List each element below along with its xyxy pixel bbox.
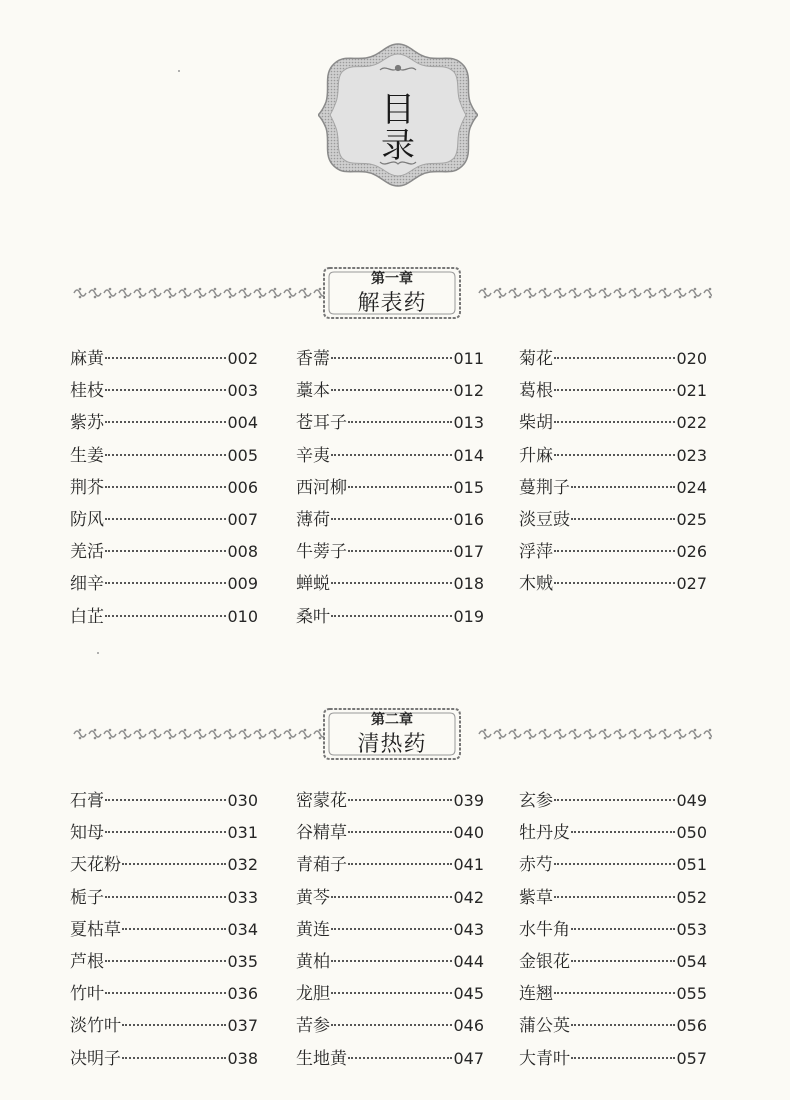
dot-leader — [331, 388, 452, 391]
herb-name: 夏枯草 — [70, 919, 121, 940]
chapter-title: 解表药 — [357, 291, 427, 316]
dot-leader — [331, 453, 452, 456]
herb-name: 辛夷 — [296, 445, 330, 466]
toc-entry[interactable] — [296, 785, 484, 817]
toc-entry[interactable] — [70, 568, 258, 600]
herb-name: 龙胆 — [296, 984, 330, 1005]
herb-name: 紫草 — [519, 887, 553, 908]
dot-leader — [571, 517, 675, 520]
paper-speck — [178, 70, 180, 72]
herb-name: 芦根 — [70, 951, 104, 972]
page-number: 003 — [227, 381, 258, 401]
page-number: 010 — [227, 606, 258, 626]
toc-entry[interactable] — [70, 504, 258, 536]
page-number: 045 — [453, 984, 484, 1004]
dot-leader — [571, 1056, 675, 1059]
toc-entry[interactable] — [70, 343, 258, 375]
page-number: 056 — [676, 1016, 707, 1036]
dot-leader — [571, 1023, 675, 1026]
herb-name: 生姜 — [70, 445, 104, 466]
herb-name: 麻黄 — [70, 349, 104, 369]
toc-entry[interactable] — [70, 536, 258, 568]
toc-entry[interactable] — [70, 472, 258, 504]
toc-entry[interactable] — [296, 849, 484, 881]
dot-leader — [554, 549, 675, 552]
toc-entry[interactable] — [70, 1043, 258, 1075]
herb-name: 苦参 — [296, 1016, 330, 1037]
page-number: 032 — [227, 855, 258, 875]
page-number: 052 — [676, 887, 707, 907]
page-number: 034 — [227, 919, 258, 939]
page-number: 050 — [676, 823, 707, 843]
toc-column — [296, 785, 484, 1075]
toc-entry[interactable] — [519, 882, 707, 914]
herb-name: 香薷 — [296, 349, 330, 369]
page-number: 031 — [227, 823, 258, 843]
toc-column — [519, 785, 707, 1075]
toc-entry[interactable] — [70, 849, 258, 881]
herb-name: 淡豆豉 — [519, 509, 570, 530]
toc-entry[interactable] — [296, 1010, 484, 1042]
toc-entry[interactable] — [296, 568, 484, 600]
page-number: 005 — [227, 445, 258, 465]
page-number: 019 — [453, 606, 484, 626]
dot-leader — [348, 1056, 452, 1059]
toc-entry[interactable] — [296, 407, 484, 439]
herb-name: 荆芥 — [70, 477, 104, 498]
herb-name: 防风 — [70, 509, 104, 530]
toc-entry[interactable] — [70, 817, 258, 849]
herb-name: 桂枝 — [70, 381, 104, 402]
herb-name: 升麻 — [519, 445, 553, 466]
page-number: 009 — [227, 574, 258, 594]
chapter-number: 第二章 — [371, 712, 413, 728]
page-number: 055 — [676, 984, 707, 1004]
page-number: 026 — [676, 542, 707, 562]
dot-leader — [105, 453, 226, 456]
dot-leader — [105, 798, 226, 801]
toc-entry[interactable] — [70, 407, 258, 439]
herb-name: 谷精草 — [296, 823, 347, 844]
dot-leader — [554, 895, 675, 898]
toc-entry[interactable] — [519, 407, 707, 439]
herb-name: 竹叶 — [70, 984, 104, 1005]
dot-leader — [554, 798, 675, 801]
toc-entry[interactable] — [70, 601, 258, 633]
dot-leader — [331, 927, 452, 930]
dot-leader — [348, 798, 452, 801]
herb-name: 栀子 — [70, 887, 104, 908]
herb-name: 淡竹叶 — [70, 1016, 121, 1037]
toc-entry[interactable] — [519, 785, 707, 817]
toc-entry[interactable] — [519, 849, 707, 881]
herb-name: 桑叶 — [296, 606, 330, 627]
page-number: 033 — [227, 887, 258, 907]
page-number: 013 — [453, 413, 484, 433]
toc-entry[interactable] — [70, 978, 258, 1010]
herb-name: 蔓荆子 — [519, 477, 570, 498]
toc-column — [296, 343, 484, 633]
dot-leader — [571, 927, 675, 930]
toc-entry[interactable] — [296, 817, 484, 849]
toc-entry[interactable] — [519, 343, 707, 375]
page-number: 025 — [676, 509, 707, 529]
page-number: 047 — [453, 1048, 484, 1068]
page-number: 037 — [227, 1016, 258, 1036]
herb-name: 浮萍 — [519, 542, 553, 563]
page-number: 014 — [453, 445, 484, 465]
toc-entry[interactable] — [519, 440, 707, 472]
herb-name: 黄柏 — [296, 951, 330, 972]
chapter-plaque — [320, 703, 464, 765]
chapter-number: 第一章 — [371, 271, 413, 287]
toc-column — [70, 343, 258, 633]
herb-name: 蒲公英 — [519, 1016, 570, 1037]
page-number: 046 — [453, 1016, 484, 1036]
dot-leader — [554, 581, 675, 584]
page-number: 007 — [227, 509, 258, 529]
dot-leader — [122, 862, 226, 865]
herb-name: 藁本 — [296, 381, 330, 402]
page-number: 008 — [227, 542, 258, 562]
toc-entry[interactable] — [296, 440, 484, 472]
page-number: 017 — [453, 542, 484, 562]
dot-leader — [348, 485, 452, 488]
toc-entry[interactable] — [519, 568, 707, 600]
dot-leader — [348, 420, 452, 423]
page-number: 004 — [227, 413, 258, 433]
herb-name: 大青叶 — [519, 1048, 570, 1069]
page-number: 041 — [453, 855, 484, 875]
herb-name: 知母 — [70, 823, 104, 844]
dot-leader — [554, 388, 675, 391]
herb-name: 密蒙花 — [296, 791, 347, 811]
toc-entry[interactable] — [70, 375, 258, 407]
page-title-line2: 录 — [381, 126, 415, 166]
toc-entry[interactable] — [70, 914, 258, 946]
page-number: 054 — [676, 951, 707, 971]
dot-leader — [105, 388, 226, 391]
page-number: 036 — [227, 984, 258, 1004]
page-number: 038 — [227, 1048, 258, 1068]
toc-entry[interactable] — [296, 946, 484, 978]
toc-entry[interactable] — [519, 978, 707, 1010]
dot-leader — [122, 927, 226, 930]
page-number: 023 — [676, 445, 707, 465]
herb-name: 西河柳 — [296, 477, 347, 498]
toc-entry[interactable] — [519, 536, 707, 568]
dot-leader — [105, 614, 226, 617]
chapter-title: 清热药 — [357, 732, 427, 757]
dot-leader — [122, 1056, 226, 1059]
page-number: 035 — [227, 951, 258, 971]
dot-leader — [331, 1023, 452, 1026]
herb-name: 羌活 — [70, 542, 104, 563]
herb-name: 柴胡 — [519, 413, 553, 434]
dot-leader — [554, 862, 675, 865]
toc-entry[interactable] — [296, 343, 484, 375]
page-number: 030 — [227, 791, 258, 810]
page-number: 044 — [453, 951, 484, 971]
chapter-plaque — [320, 262, 464, 324]
dot-leader — [122, 1023, 226, 1026]
page-number: 011 — [453, 349, 484, 368]
dot-leader — [331, 991, 452, 994]
herb-name: 白芷 — [70, 606, 104, 627]
dot-leader — [571, 830, 675, 833]
toc-entry[interactable] — [519, 1010, 707, 1042]
herb-name: 薄荷 — [296, 509, 330, 530]
toc-entry[interactable] — [519, 914, 707, 946]
dot-leader — [331, 895, 452, 898]
page-number: 027 — [676, 574, 707, 594]
dot-leader — [348, 549, 452, 552]
toc-entry[interactable] — [296, 978, 484, 1010]
herb-name: 木贼 — [519, 574, 553, 595]
page-number: 015 — [453, 477, 484, 497]
dot-leader — [105, 517, 226, 520]
page-title — [318, 92, 478, 164]
herb-name: 苍耳子 — [296, 413, 347, 434]
herb-name: 牡丹皮 — [519, 823, 570, 844]
herb-name: 赤芍 — [519, 855, 553, 876]
page-number: 043 — [453, 919, 484, 939]
herb-name: 玄参 — [519, 791, 553, 811]
dot-leader — [105, 420, 226, 423]
dot-leader — [554, 420, 675, 423]
page-number: 012 — [453, 381, 484, 401]
dot-leader — [105, 581, 226, 584]
toc-entry[interactable] — [70, 946, 258, 978]
herb-name: 细辛 — [70, 574, 104, 595]
page-number: 024 — [676, 477, 707, 497]
page-number: 057 — [676, 1048, 707, 1068]
page-number: 042 — [453, 887, 484, 907]
toc-entry[interactable] — [296, 504, 484, 536]
page-number: 040 — [453, 823, 484, 843]
toc-entry[interactable] — [519, 472, 707, 504]
page-number: 002 — [227, 349, 258, 368]
toc-entry[interactable] — [519, 1043, 707, 1075]
page-number: 021 — [676, 381, 707, 401]
toc-entry[interactable] — [296, 375, 484, 407]
dot-leader — [348, 830, 452, 833]
herb-name: 石膏 — [70, 791, 104, 811]
dot-leader — [105, 991, 226, 994]
toc-entry[interactable] — [519, 946, 707, 978]
page-number: 053 — [676, 919, 707, 939]
toc-column — [519, 343, 707, 601]
toc-entry[interactable] — [519, 375, 707, 407]
dot-leader — [105, 485, 226, 488]
toc-entry[interactable] — [296, 601, 484, 633]
page-number: 022 — [676, 413, 707, 433]
dot-leader — [331, 614, 452, 617]
dot-leader — [554, 356, 675, 359]
page-number: 018 — [453, 574, 484, 594]
dot-leader — [571, 959, 675, 962]
dot-leader — [105, 549, 226, 552]
dot-leader — [105, 830, 226, 833]
dot-leader — [105, 356, 226, 359]
page-number: 020 — [676, 349, 707, 368]
toc-entry[interactable] — [70, 882, 258, 914]
herb-name: 决明子 — [70, 1048, 121, 1069]
herb-name: 黄连 — [296, 919, 330, 940]
toc-column — [70, 785, 258, 1075]
page-number: 039 — [453, 791, 484, 810]
dot-leader — [348, 862, 452, 865]
toc-entry[interactable] — [296, 536, 484, 568]
dot-leader — [554, 453, 675, 456]
page-number: 006 — [227, 477, 258, 497]
page-number: 049 — [676, 791, 707, 810]
page-number: 051 — [676, 855, 707, 875]
herb-name: 牛蒡子 — [296, 542, 347, 563]
herb-name: 连翘 — [519, 984, 553, 1005]
herb-name: 蝉蜕 — [296, 574, 330, 595]
toc-entry[interactable] — [296, 882, 484, 914]
toc-entry[interactable] — [296, 472, 484, 504]
toc-entry[interactable] — [296, 1043, 484, 1075]
dot-leader — [571, 485, 675, 488]
toc-entry[interactable] — [70, 1010, 258, 1042]
toc-entry[interactable] — [70, 785, 258, 817]
toc-entry[interactable] — [296, 914, 484, 946]
herb-name: 青葙子 — [296, 855, 347, 876]
dot-leader — [105, 895, 226, 898]
herb-name: 黄芩 — [296, 887, 330, 908]
toc-entry[interactable] — [519, 504, 707, 536]
herb-name: 天花粉 — [70, 855, 121, 876]
herb-name: 葛根 — [519, 381, 553, 402]
toc-entry[interactable] — [519, 817, 707, 849]
herb-name: 菊花 — [519, 349, 553, 369]
dot-leader — [554, 991, 675, 994]
chapter-header-1 — [70, 262, 712, 338]
herb-name: 水牛角 — [519, 919, 570, 940]
herb-name: 紫苏 — [70, 413, 104, 434]
chapter-header-2 — [70, 703, 712, 779]
toc-entry[interactable] — [70, 440, 258, 472]
page-number: 016 — [453, 509, 484, 529]
herb-name: 生地黄 — [296, 1048, 347, 1069]
dot-leader — [105, 959, 226, 962]
title-emblem — [318, 40, 478, 190]
herb-name: 金银花 — [519, 951, 570, 972]
dot-leader — [331, 356, 452, 359]
dot-leader — [331, 959, 452, 962]
dot-leader — [331, 581, 452, 584]
dot-leader — [331, 517, 452, 520]
paper-speck — [97, 652, 99, 654]
page-title-line1: 目 — [381, 90, 415, 130]
